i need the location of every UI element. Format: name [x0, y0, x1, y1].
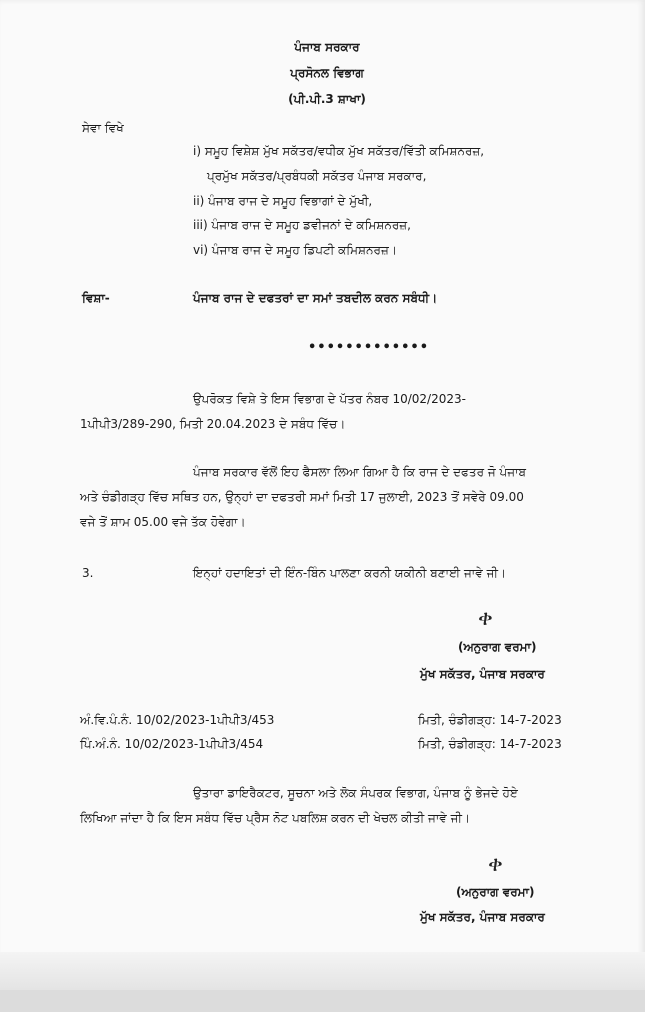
- signature-mark: ቀ: [488, 852, 503, 877]
- header-government: ਪੰਜਾਬ ਸਰਕਾਰ: [294, 40, 360, 54]
- copy-note-line: ਉਤਾਰਾ ਡਾਇਰੈਕਟਰ, ਸੂਚਨਾ ਅਤੇ ਲੋਕ ਸੰਪਰਕ ਵਿਭਾਗ, ਪੰਜਾਬ ਨੂੰ ਭੇਜਦੇ ਹੋਏ: [193, 786, 518, 800]
- para1-line: ਉਪਰੋਕਤ ਵਿਸ਼ੇ ਤੇ ਇਸ ਵਿਭਾਗ ਦੇ ਪੱਤਰ ਨੰਬਰ 10/02/2023-: [193, 392, 466, 406]
- addressee-item: i) ਸਮੂਹ ਵਿਸ਼ੇਸ਼ ਮੁੱਖ ਸਕੱਤਰ/ਵਧੀਕ ਮੁੱਖ ਸਕੱਤਰ/ਵਿੱਤੀ ਕਮਿਸ਼ਨਰਜ਼,: [193, 144, 485, 158]
- addressee-item: ii) ਪੰਜਾਬ ਰਾਜ ਦੇ ਸਮੂਹ ਵਿਭਾਗਾਂ ਦੇ ਮੁੱਖੀ,: [193, 194, 373, 208]
- para3-number: 3.: [82, 566, 94, 580]
- signatory-name: (ਅਨੁਰਾਗ ਵਰਮਾ): [458, 640, 537, 654]
- para3-text: ਇਨ੍ਹਾਂ ਹਦਾਇਤਾਂ ਦੀ ਇੰਨ-ਬਿੰਨ ਪਾਲਣਾ ਕਰਨੀ ਯਕੀਨੀ ਬਣਾਈ ਜਾਵੇ ਜੀ।: [193, 566, 507, 580]
- header-department: ਪ੍ਰਸੋਨਲ ਵਿਭਾਗ: [290, 66, 364, 80]
- endorsement-date: ਮਿਤੀ, ਚੰਡੀਗੜ੍ਹ: 14-7-2023: [418, 737, 562, 751]
- para2-line: ਵਜੇ ਤੋਂ ਸ਼ਾਮ 05.00 ਵਜੇ ਤੱਕ ਹੋਵੇਗਾ।: [80, 515, 246, 529]
- subject-label: ਵਿਸ਼ਾ-: [82, 291, 110, 305]
- addressee-item: ਪ੍ਰਮੁੱਖ ਸਕੱਤਰ/ਪ੍ਰਬੰਧਕੀ ਸਕੱਤਰ ਪੰਜਾਬ ਸਰਕਾਰ,: [207, 169, 427, 183]
- separator-dots: •••••••••••••: [308, 340, 430, 355]
- addressee-item: vi) ਪੰਜਾਬ ਰਾਜ ਦੇ ਸਮੂਹ ਡਿਪਟੀ ਕਮਿਸ਼ਨਰਜ਼।: [193, 243, 397, 257]
- addressee-intro: ਸੇਵਾ ਵਿਖੇ: [82, 121, 124, 135]
- signature-mark: ቀ: [478, 606, 493, 631]
- signatory-title: ਮੁੱਖ ਸਕੱਤਰ, ਪੰਜਾਬ ਸਰਕਾਰ: [420, 667, 545, 681]
- signatory-name: (ਅਨੁਰਾਗ ਵਰਮਾ): [456, 885, 535, 899]
- endorsement-date: ਮਿਤੀ, ਚੰਡੀਗੜ੍ਹ: 14-7-2023: [418, 713, 562, 727]
- subject-text: ਪੰਜਾਬ ਰਾਜ ਦੇ ਦਫਤਰਾਂ ਦਾ ਸਮਾਂ ਤਬਦੀਲ ਕਰਨ ਸਬੰਧੀ।: [193, 291, 438, 305]
- para1-line: 1ਪੀਪੀ3/289-290, ਮਿਤੀ 20.04.2023 ਦੇ ਸਬੰਧ ਵਿੱਚ।: [80, 417, 346, 431]
- para2-line: ਪੰਜਾਬ ਸਰਕਾਰ ਵੱਲੋਂ ਇਹ ਫੈਸਲਾ ਲਿਆ ਗਿਆ ਹੈ ਕਿ ਰਾਜ ਦੇ ਦਫਤਰ ਜੋ ਪੰਜਾਬ: [193, 465, 526, 479]
- header-branch: (ਪੀ.ਪੀ.3 ਸ਼ਾਖਾ): [288, 92, 366, 106]
- page-bottom-edge: [0, 952, 645, 990]
- endorsement-ref: ਪਿੰ.ਅੰ.ਨੰ. 10/02/2023-1ਪੀਪੀ3/454: [80, 737, 264, 751]
- signatory-title: ਮੁੱਖ ਸਕੱਤਰ, ਪੰਜਾਬ ਸਰਕਾਰ: [420, 910, 545, 924]
- addressee-item: iii) ਪੰਜਾਬ ਰਾਜ ਦੇ ਸਮੂਹ ਡਵੀਜਨਾਂ ਦੇ ਕਮਿਸ਼ਨਰਜ਼,: [193, 218, 411, 232]
- para2-line: ਅਤੇ ਚੰਡੀਗੜ੍ਹ ਵਿੱਚ ਸਥਿਤ ਹਨ, ਉਨ੍ਹਾਂ ਦਾ ਦਫਤਰੀ ਸਮਾਂ ਮਿਤੀ 17 ਜੁਲਾਈ, 2023 ਤੋਂ ਸਵੇਰੇ 09.00: [80, 490, 524, 504]
- copy-note-line: ਲਿਖਿਆ ਜਾਂਦਾ ਹੈ ਕਿ ਇਸ ਸਬੰਧ ਵਿੱਚ ਪ੍ਰੈਸ ਨੋਟ ਪਬਲਿਸ਼ ਕਰਨ ਦੀ ਖੇਚਲ ਕੀਤੀ ਜਾਵੇ ਜੀ।: [80, 811, 471, 825]
- endorsement-ref: ਅੰ.ਵਿ.ਪੰ.ਨੰ. 10/02/2023-1ਪੀਪੀ3/453: [80, 713, 275, 727]
